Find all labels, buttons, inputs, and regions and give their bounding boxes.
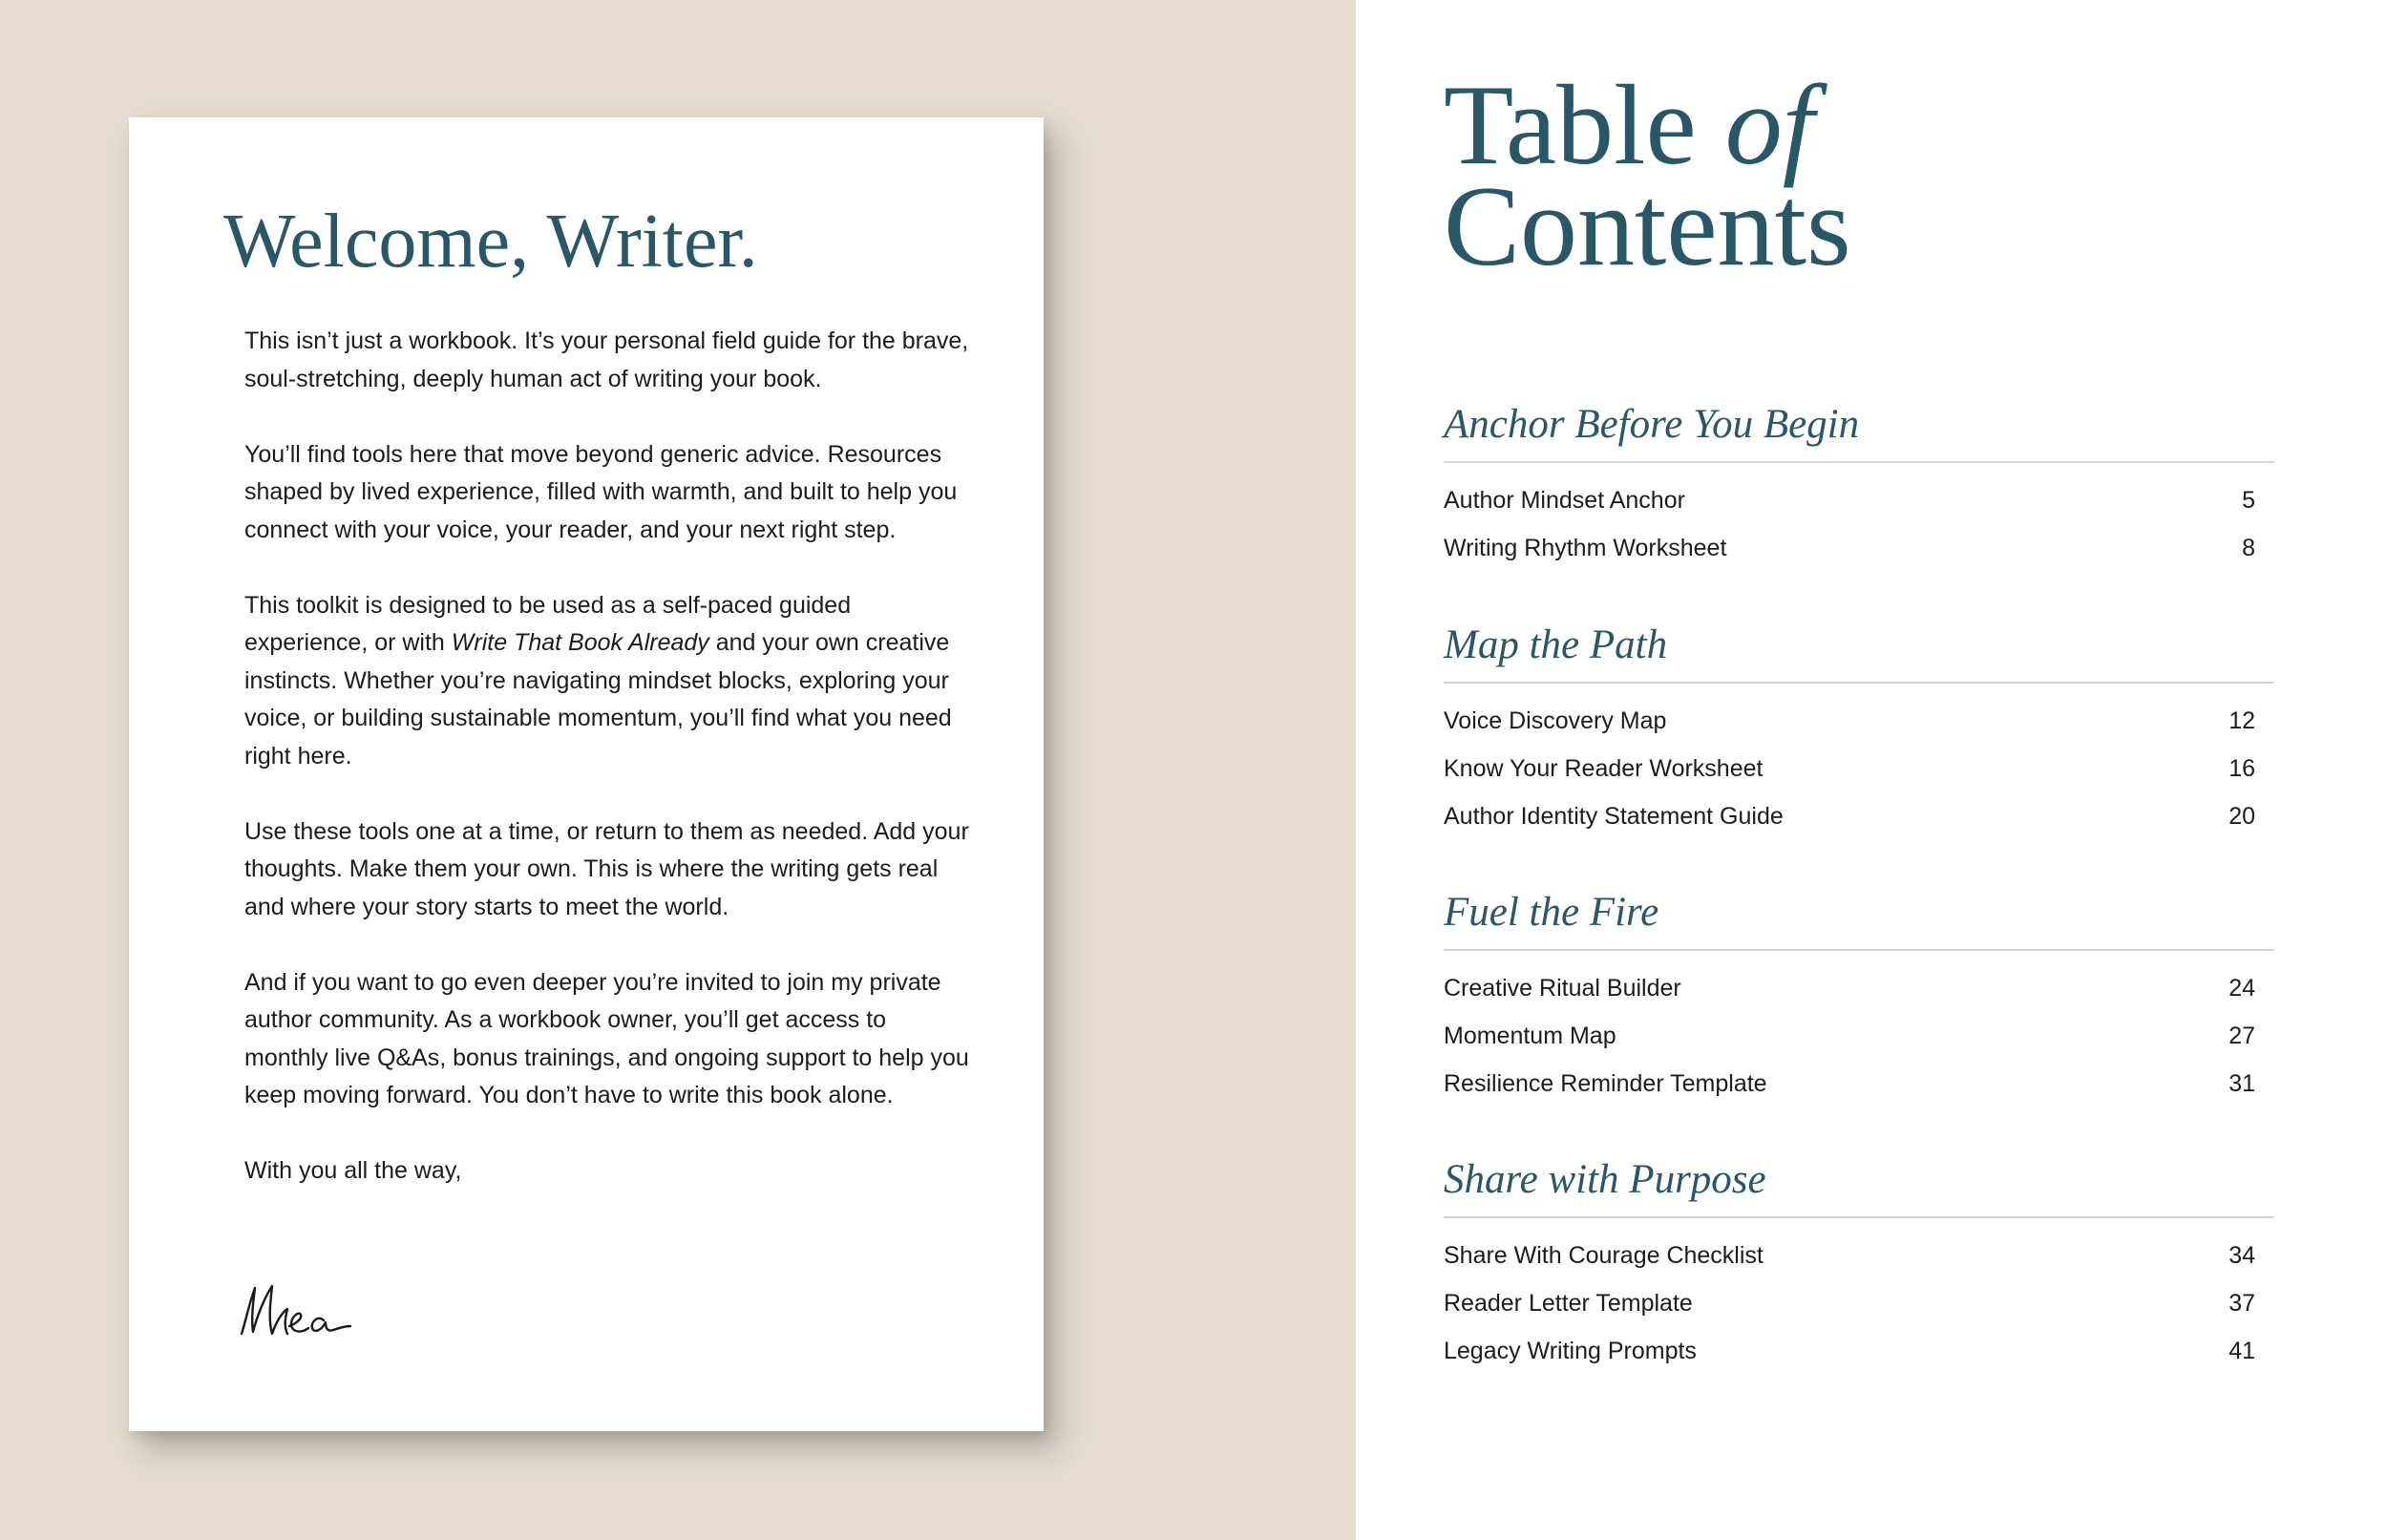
section-heading: Anchor Before You Begin — [1444, 402, 1860, 447]
toc-title-word-table: Table — [1444, 61, 1697, 188]
handwritten-signature — [232, 1275, 366, 1351]
letter-paragraph-4: Use these tools one at a time, or return to them as needed. Add your thoughts. Make them your own. This is where the writing gets real and where your story starts to meet the world. — [244, 817, 969, 920]
toc-entry[interactable] — [1444, 964, 2255, 1012]
entry-label: Resilience Reminder Template — [1444, 1070, 1767, 1097]
toc-section-share — [1444, 1153, 2274, 1375]
letter-body — [244, 323, 970, 1191]
letter-paragraph-5: And if you want to go even deeper you’re invited to join my private author community. As a workbook owner, you’ll get access to monthly live Q&As, bonus trainings, and ongoing support to help you keep moving forward. You don’t have to write this book alone. — [244, 968, 969, 1108]
letter-paragraph-2: You’ll find tools here that move beyond generic advice. Resources shaped by lived experience, filled with warmth, and built to help you connect with your voice, your reader, and your next right step. — [244, 440, 958, 543]
entry-label: Writing Rhythm Worksheet — [1444, 535, 1727, 561]
letter-closing: With you all the way, — [244, 1157, 462, 1184]
toc-title-word-of: of — [1724, 61, 1815, 188]
toc-entry[interactable] — [1444, 1060, 2255, 1108]
toc-entry[interactable] — [1444, 1327, 2255, 1375]
entry-label: Reader Letter Template — [1444, 1290, 1693, 1317]
toc-entry[interactable] — [1444, 697, 2255, 745]
toc-entry[interactable] — [1444, 792, 2255, 840]
toc-entry[interactable] — [1444, 1232, 2255, 1279]
toc-entry[interactable] — [1444, 524, 2255, 572]
section-divider — [1444, 949, 2274, 951]
entry-label: Voice Discovery Map — [1444, 707, 1667, 734]
toc-title-word-contents: Contents — [1444, 162, 1851, 289]
letter-title: Welcome, Writer. — [223, 200, 758, 284]
entry-page-number: 27 — [2229, 1023, 2255, 1049]
book-title-reference: Write That Book Already — [451, 629, 709, 656]
entry-page-number: 20 — [2229, 803, 2255, 830]
toc-section-fuel — [1444, 886, 2274, 1108]
toc-entry[interactable] — [1444, 476, 2255, 524]
toc-title — [1444, 61, 1851, 289]
toc-entry[interactable] — [1444, 745, 2255, 792]
section-heading: Fuel the Fire — [1444, 890, 1659, 935]
letter-paragraph-3 — [244, 587, 970, 776]
entry-label: Share With Courage Checklist — [1444, 1242, 1764, 1269]
entry-page-number: 37 — [2229, 1290, 2255, 1317]
entry-page-number: 8 — [2242, 535, 2255, 561]
section-divider — [1444, 682, 2274, 684]
paragraph-3-text-end: and your own creative instincts. Whether you’re navigating mindset blocks, exploring your voice, or building sustainable momentum, you’ll find what you need right here. — [244, 629, 952, 770]
paragraph-3-text-start: This toolkit is designed to be used as a self-paced guided experience, or with — [244, 591, 852, 656]
entry-page-number: 24 — [2229, 975, 2255, 1002]
entry-label: Legacy Writing Prompts — [1444, 1338, 1697, 1364]
section-heading: Map the Path — [1444, 622, 1668, 667]
entry-label: Know Your Reader Worksheet — [1444, 755, 1764, 782]
toc-section-map — [1444, 619, 2274, 840]
section-divider — [1444, 461, 2274, 463]
section-heading: Share with Purpose — [1444, 1157, 1766, 1202]
section-divider — [1444, 1216, 2274, 1218]
toc-entry[interactable] — [1444, 1279, 2255, 1327]
toc-entry[interactable] — [1444, 1012, 2255, 1060]
entry-page-number: 34 — [2229, 1242, 2255, 1269]
toc-section-anchor — [1444, 398, 2274, 572]
toc-title-line-1 — [1444, 61, 1851, 188]
entry-page-number: 31 — [2229, 1070, 2255, 1097]
welcome-letter-page — [129, 117, 1044, 1431]
entry-page-number: 16 — [2229, 755, 2255, 782]
entry-page-number: 12 — [2229, 707, 2255, 734]
letter-paragraph-1: This isn’t just a workbook. It’s your personal field guide for the brave, soul-stretching, deeply human act of writing your book. — [244, 327, 969, 392]
entry-page-number: 41 — [2229, 1338, 2255, 1364]
entry-label: Creative Ritual Builder — [1444, 975, 1681, 1002]
entry-page-number: 5 — [2242, 487, 2255, 514]
entry-label: Author Identity Statement Guide — [1444, 803, 1784, 830]
entry-label: Author Mindset Anchor — [1444, 487, 1685, 514]
entry-label: Momentum Map — [1444, 1023, 1616, 1049]
